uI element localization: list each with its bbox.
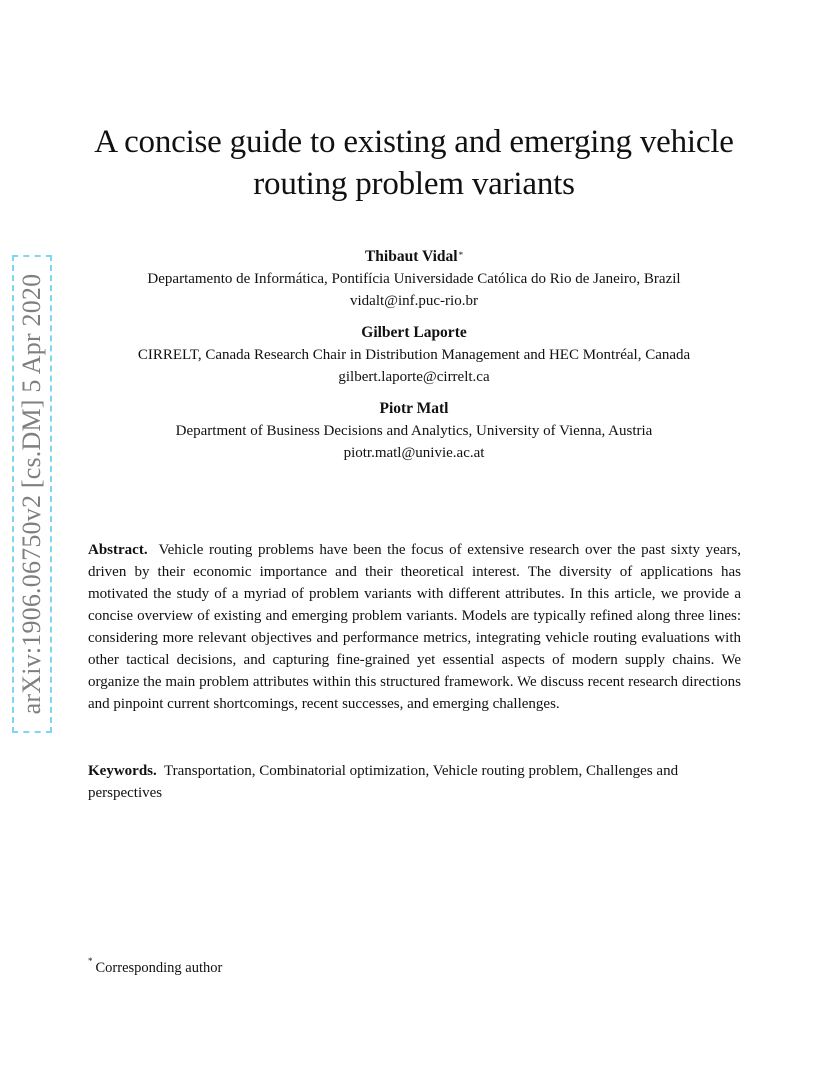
author-entry [60, 246, 768, 312]
author-entry [60, 322, 768, 388]
author-block [60, 246, 768, 474]
arxiv-identifier: arXiv:1906.06750v2 [cs.DM] 5 Apr 2020 [17, 273, 46, 715]
abstract-label: Abstract. [88, 542, 148, 558]
author-email: piotr.matl@univie.ac.at [343, 445, 485, 461]
author-affiliation: CIRRELT, Canada Research Chair in Distribution Management and HEC Montréal, Canada [137, 347, 691, 363]
footnote [88, 953, 222, 978]
abstract-text: Vehicle routing problems have been the focus of extensive research over the past sixty years, driven by their economic importance and their theoretical interest. The diversity of applications has motivated the study of a myriad of problem variants with different attributes. In this article, we provide a concise overview of existing and emerging problem variants. Models are typically refined along three lines: considering more relevant objectives and performance metrics, integrating vehicle routing evaluations with other tactical decisions, and capturing fine-grained yet essential aspects of modern supply chains. We organize the main problem attributes within this structured framework. We discuss recent research directions and pinpoint current shortcomings, recent successes, and emerging challenges. [88, 542, 742, 712]
arxiv-stamp [12, 255, 52, 733]
keywords-label: Keywords. [88, 763, 157, 779]
author-email: gilbert.laporte@cirrelt.ca [338, 369, 490, 385]
author-affiliation: Department of Business Decisions and Analytics, University of Vienna, Austria [175, 423, 653, 439]
footnote-mark: * [88, 956, 93, 966]
author-name: Piotr Matl [379, 400, 449, 417]
author-email: vidalt@inf.puc-rio.br [350, 293, 478, 309]
footnote-text: Corresponding author [95, 959, 223, 976]
paper-title: A concise guide to existing and emerging vehicle routing problem variants [94, 124, 734, 202]
author-name: Thibaut Vidal* [364, 248, 464, 265]
keywords-text: Transportation, Combinatorial optimization, Vehicle routing problem, Challenges and perspectives [88, 763, 679, 801]
author-affiliation: Departamento de Informática, Pontifícia Universidade Católica do Rio de Janeiro, Brazil [147, 271, 681, 287]
keywords [88, 760, 741, 804]
author-entry [60, 398, 768, 464]
abstract [88, 539, 741, 715]
author-name: Gilbert Laporte [361, 324, 467, 341]
corresponding-author-mark: * [458, 250, 464, 260]
